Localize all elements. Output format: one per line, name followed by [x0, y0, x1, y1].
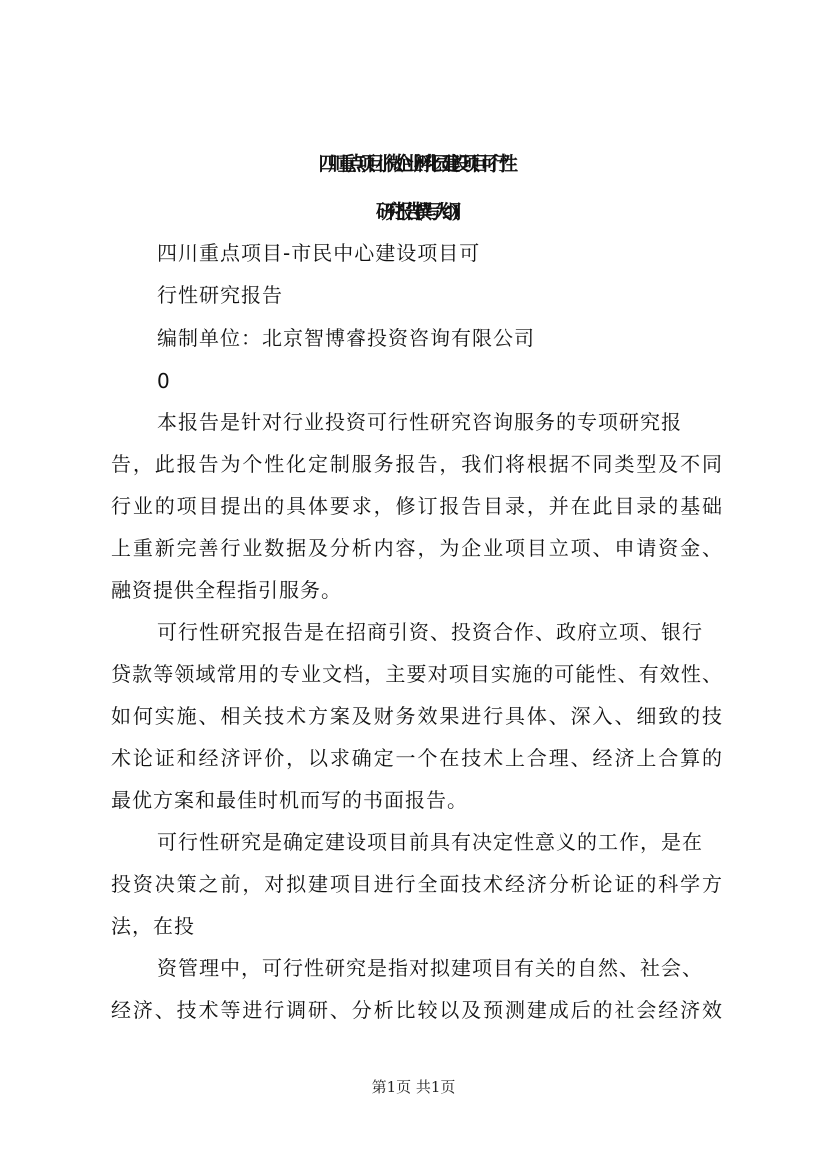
page-number-footer: 第1页 共1页 [371, 1078, 456, 1096]
zero-line: 0 [157, 369, 171, 393]
paragraph4-line: 经济、技术等进行调研、分析比较以及预测建成后的社会经济效 [111, 998, 723, 1022]
paragraph2-line: 贷款等领域常用的专业文档，主要对项目实施的可能性、有效性、 [111, 662, 723, 686]
paragraph2-line: 可行性研究报告是在招商引资、投资合作、政府立项、银行 [157, 620, 703, 644]
paragraph3-line: 可行性研究是确定建设项目前具有决定性意义的工作，是在 [157, 830, 703, 854]
document-title-line-2: 研究报告(撰写大纲) [376, 201, 451, 223]
document-title-line-1: 四川重点项目小微企业孵化园建设项目可行性 [318, 153, 509, 175]
paragraph4-line: 资管理中，可行性研究是指对拟建项目有关的自然、社会、 [157, 956, 703, 980]
paragraph1-line: 上重新完善行业数据及分析内容，为企业项目立项、申请资金、 [111, 536, 723, 560]
paragraph3-line: 投资决策之前，对拟建项目进行全面技术经济分析论证的科学方 [111, 872, 723, 896]
paragraph1-line: 本报告是针对行业投资可行性研究咨询服务的专项研究报 [157, 410, 682, 434]
paragraph3-line: 法，在投 [111, 914, 195, 938]
author-line: 编制单位：北京智博睿投资咨询有限公司 [157, 326, 535, 350]
paragraph1-line: 融资提供全程指引服务。 [111, 578, 342, 602]
paragraph2-line: 术论证和经济评价，以求确定一个在技术上合理、经济上合算的 [111, 746, 723, 770]
subtitle-line-2: 行性研究报告 [157, 283, 283, 307]
paragraph1-line: 行业的项目提出的具体要求，修订报告目录，并在此目录的基础 [111, 494, 723, 518]
paragraph1-line: 告，此报告为个性化定制服务报告，我们将根据不同类型及不同 [111, 452, 723, 476]
paragraph2-line: 最优方案和最佳时机而写的书面报告。 [111, 788, 468, 812]
paragraph2-line: 如何实施、相关技术方案及财务效果进行具体、深入、细致的技 [111, 704, 723, 728]
subtitle-line-1: 四川重点项目-市民中心建设项目可 [157, 241, 481, 265]
